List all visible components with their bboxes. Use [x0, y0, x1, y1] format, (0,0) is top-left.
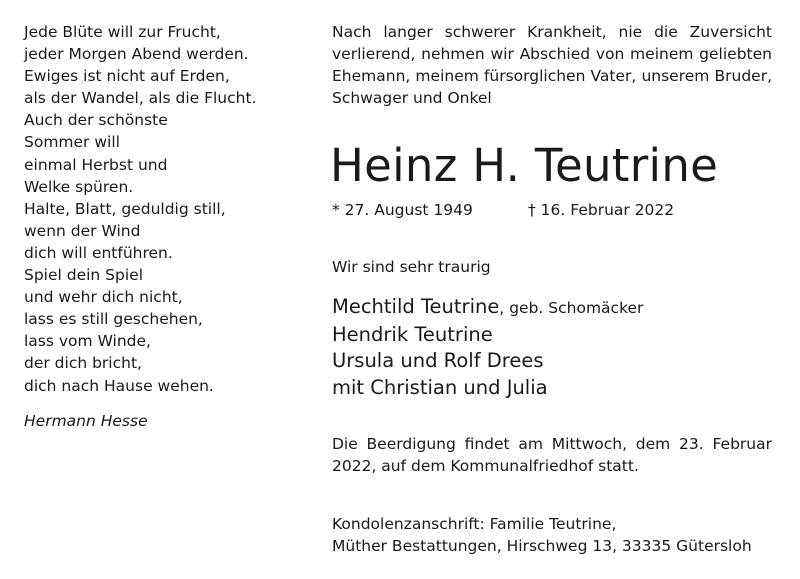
condolence-address	[332, 513, 752, 557]
poem-line: Halte, Blatt, geduldig still,	[24, 199, 226, 218]
mourner-note: , geb. Schomäcker	[499, 299, 644, 317]
poem-line: Spiel dein Spiel	[24, 266, 144, 285]
poem-line: Welke spüren.	[24, 177, 134, 196]
poem-line: der dich bricht,	[24, 354, 142, 373]
poem-line: dich nach Hause wehen.	[24, 376, 214, 395]
mourner	[332, 294, 643, 322]
funeral-info: Die Beerdigung findet am Mittwoch, dem 23. Februar 2022, auf dem Kommunalfriedhof statt.	[332, 435, 772, 476]
poem-line: Sommer will	[24, 133, 120, 152]
poem-line: Auch der schönste	[24, 111, 168, 130]
poem-line: lass es still geschehen,	[24, 310, 203, 329]
mourner-name: Ursula und Rolf Drees	[332, 349, 544, 372]
poem-line: dich will entführen.	[24, 243, 173, 262]
life-dates	[332, 201, 675, 219]
notice-intro: Nach langer schwerer Krankheit, nie die Zuversicht verlierend, nehmen wir Abschied von meinem geliebten Ehemann, meinem fürsorglichen Vater, unserem Bruder, Schwager und Onkel	[332, 23, 772, 108]
poem-line: lass vom Winde,	[24, 332, 151, 351]
poem-author: Hermann Hesse	[24, 412, 148, 430]
mourner-name: mit Christian und Julia	[332, 375, 548, 399]
mourner-name: Mechtild Teutrine	[332, 295, 500, 318]
mourners-list	[332, 294, 643, 401]
mourner-name: Hendrik Teutrine	[332, 322, 493, 346]
mourner	[332, 348, 643, 375]
sorrow-line: Wir sind sehr traurig	[332, 258, 491, 276]
poem-line: wenn der Wind	[24, 221, 141, 240]
poem-line: einmal Herbst und	[24, 155, 168, 174]
poem-line: Ewiges ist nicht auf Erden,	[24, 67, 230, 86]
death-date: † 16. Februar 2022	[528, 201, 675, 219]
poem-line: jeder Morgen Abend werden.	[24, 45, 249, 64]
mourner	[332, 375, 643, 402]
poem-line: als der Wandel, als die Flucht.	[24, 89, 257, 108]
deceased-name: Heinz H. Teutrine	[330, 139, 719, 192]
poem	[24, 21, 304, 397]
birth-date: * 27. August 1949	[332, 201, 473, 219]
mourner	[332, 322, 643, 349]
condolence-line: Müther Bestattungen, Hirschweg 13, 33335 Gütersloh	[332, 537, 752, 556]
condolence-line: Kondolenzanschrift: Familie Teutrine,	[332, 515, 617, 533]
poem-line: und wehr dich nicht,	[24, 288, 183, 307]
poem-line: Jede Blüte will zur Frucht,	[24, 23, 221, 41]
